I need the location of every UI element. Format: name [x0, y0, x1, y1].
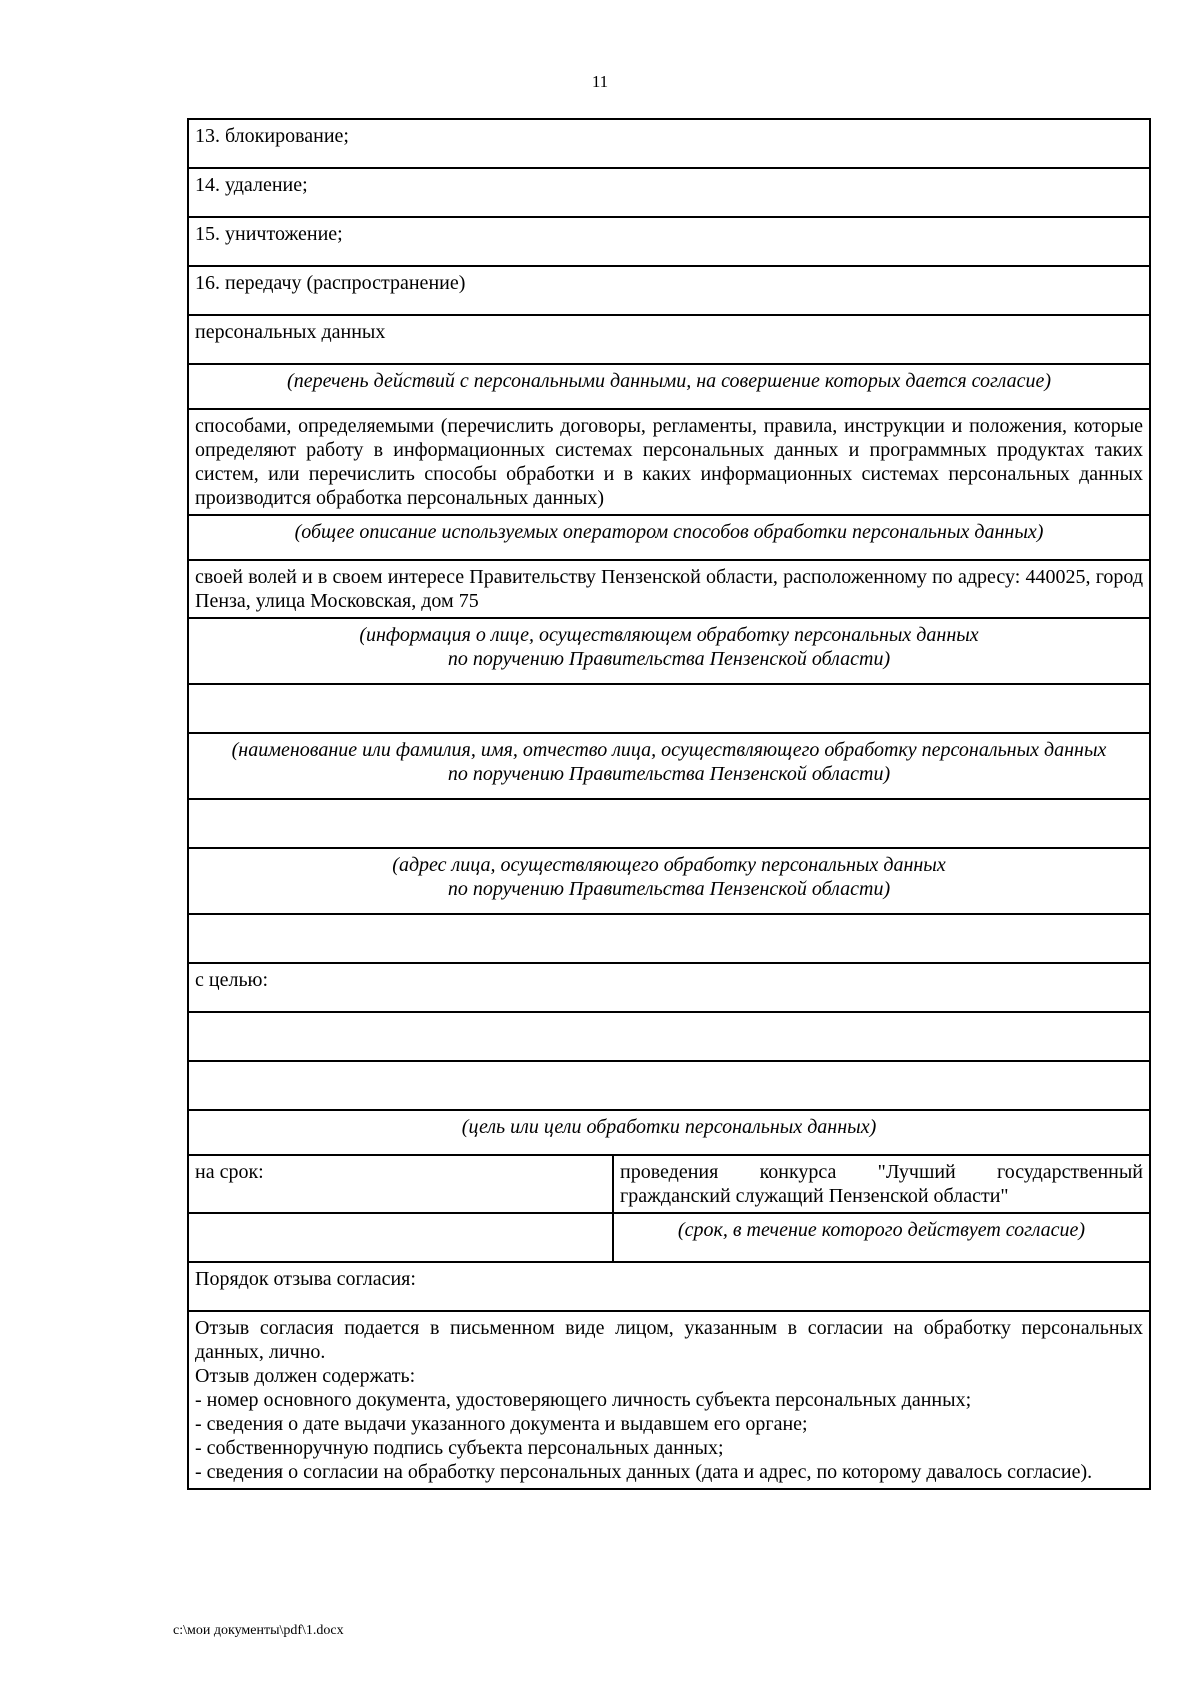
- consent-form-table: [187, 118, 1151, 1490]
- action-15: 15. уничтожение;: [188, 217, 1150, 266]
- personal-data-label: персональных данных: [188, 315, 1150, 364]
- revocation-item: - номер основного документа, удостоверяющего личность субъекта персональных данных;: [195, 1389, 972, 1411]
- operator-caption-line-1: (информация о лице, осуществляющем обработку персональных данных: [359, 624, 979, 646]
- revocation-item: - сведения о дате выдачи указанного документа и выдавшем его органе;: [195, 1413, 808, 1435]
- address-caption-line-2: по поручению Правительства Пензенской области): [447, 878, 891, 900]
- blank-row: [188, 914, 1150, 963]
- methods-text: способами, определяемыми (перечислить договоры, регламенты, правила, инструкции и положения, которые определяют работу в информационных системах персональных данных и программных продуктах таких систем, или перечислить способы обработки и в каких информационных системах персональных данных производится обработка персональных данных): [188, 409, 1150, 515]
- methods-caption: (общее описание используемых оператором способов обработки персональных данных): [188, 515, 1150, 560]
- revocation-text: [188, 1311, 1150, 1489]
- action-16: 16. передачу (распространение): [188, 266, 1150, 315]
- purpose-field-2: [188, 1061, 1150, 1110]
- operator-caption: [188, 618, 1150, 684]
- revocation-item: - собственноручную подпись субъекта персональных данных;: [195, 1437, 724, 1459]
- term-blank: [188, 1213, 613, 1262]
- operator-name-field: [188, 684, 1150, 733]
- term-value: проведения конкурса "Лучший государственный гражданский служащий Пензенской области": [613, 1155, 1150, 1213]
- operator-address-field: [188, 799, 1150, 848]
- operator-caption-line-2: по поручению Правительства Пензенской области): [447, 648, 891, 670]
- revocation-item: - сведения о согласии на обработку персональных данных (дата и адрес, по которому давалось согласие).: [195, 1461, 1093, 1483]
- revocation-label: Порядок отзыва согласия:: [188, 1262, 1150, 1311]
- action-13: 13. блокирование;: [188, 119, 1150, 168]
- name-caption: [188, 733, 1150, 799]
- revocation-contents-label: Отзыв должен содержать:: [195, 1365, 416, 1387]
- name-caption-line-1: (наименование или фамилия, имя, отчество лица, осуществляющего обработку персональных данных: [231, 739, 1107, 761]
- term-label: на срок:: [188, 1155, 613, 1213]
- revocation-intro: Отзыв согласия подается в письменном виде лицом, указанным в согласии на обработку персональных данных, лично.: [195, 1317, 1144, 1363]
- purpose-label: с целью:: [188, 963, 1150, 1012]
- term-caption: (срок, в течение которого действует согласие): [613, 1213, 1150, 1262]
- purpose-field-1: [188, 1012, 1150, 1061]
- operator-will-text: своей волей и в своем интересе Правительству Пензенской области, расположенному по адресу: 440025, город Пенза, улица Московская, дом 75: [188, 560, 1150, 618]
- address-caption-line-1: (адрес лица, осуществляющего обработку персональных данных: [392, 854, 946, 876]
- name-caption-line-2: по поручению Правительства Пензенской области): [447, 763, 891, 785]
- purpose-caption: (цель или цели обработки персональных данных): [188, 1110, 1150, 1155]
- address-caption: [188, 848, 1150, 914]
- footer-file-path: c:\мои документы\pdf\1.docx: [173, 1623, 344, 1638]
- page-number: 11: [591, 72, 609, 91]
- actions-caption: (перечень действий с персональными данными, на совершение которых дается согласие): [188, 364, 1150, 409]
- action-14: 14. удаление;: [188, 168, 1150, 217]
